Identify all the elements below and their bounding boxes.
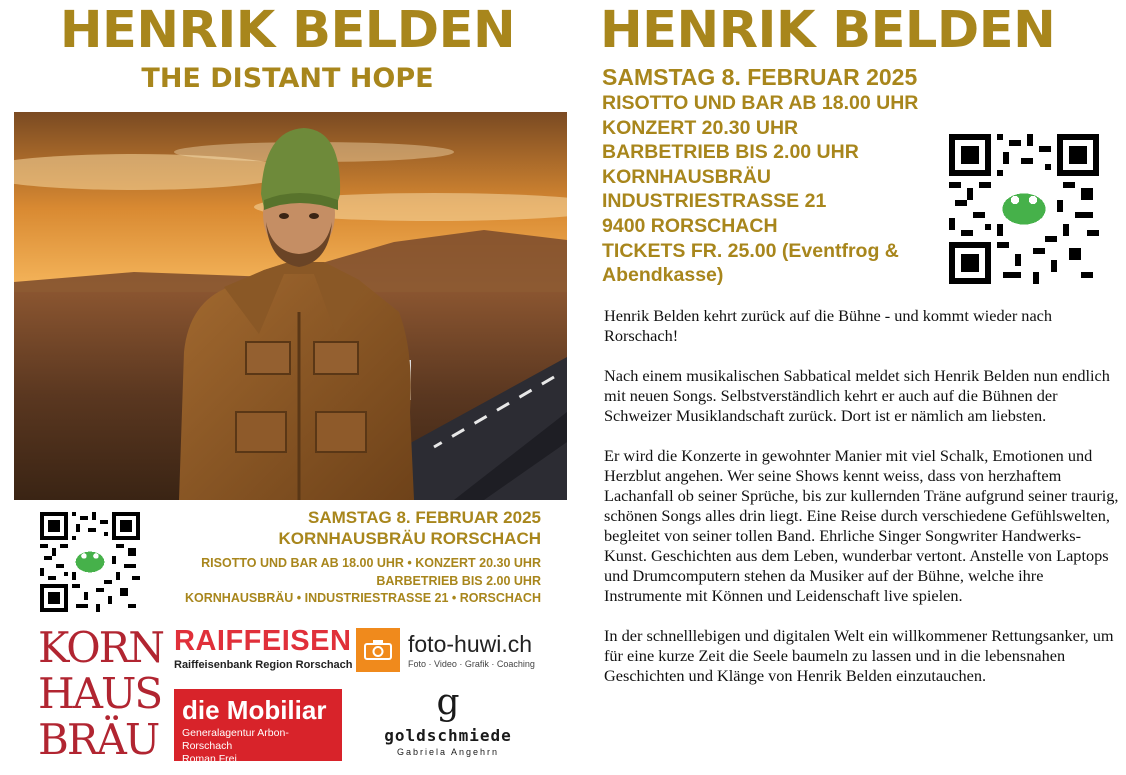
info-line: 9400 RORSCHACH <box>602 214 778 237</box>
event-details <box>185 507 541 608</box>
logo-text: RAIFFEISEN <box>174 625 352 657</box>
poster-subtitle: THE DISTANT HOPE <box>141 63 434 94</box>
info-panel <box>575 0 1126 775</box>
info-line: Abendkasse) <box>602 264 724 287</box>
logo-text: goldschmiede <box>384 726 512 745</box>
logo-text: HAUS <box>38 669 162 718</box>
poster-title: HENRIK BELDEN <box>59 1 516 60</box>
info-line: KORNHAUSBRÄU <box>602 165 771 188</box>
event-line: KORNHAUSBRÄU • INDUSTRIESTRASSE 21 • RORSCHACH <box>184 591 541 605</box>
logo-text: BRÄU <box>38 715 159 764</box>
qr-code-left[interactable] <box>40 512 140 616</box>
event-venue: KORNHAUSBRÄU RORSCHACH <box>278 529 541 548</box>
artist-photo <box>14 112 567 500</box>
logo-text: KORN <box>38 623 164 672</box>
mobiliar-logo <box>174 689 342 765</box>
article-paragraph: In der schnelllebigen und digitalen Welt ein willkommener Rettungsanker, um für eine kurze Zeit die Seele baumeln zu lassen und in die lebensnahen Geschichten und Klänge von Henrik Belden einzutauchen. <box>604 626 1114 685</box>
logo-subtext: Gabriela Angehrn <box>396 747 500 757</box>
logo-text: die Mobiliar <box>182 695 327 725</box>
info-line: KONZERT 20.30 UHR <box>602 116 799 139</box>
event-info-list <box>602 64 932 288</box>
logo-subtext: Roman Frei <box>182 753 237 765</box>
article-text <box>604 306 1119 706</box>
article-paragraph: Er wird die Konzerte in gewohnter Manier mit viel Schalk, Emotionen und Herzblut angehen. Wer seine Shows kennt weiss, dass von herzhaftem Lachanfall ob seiner Sprüche, bis zur kullernden Träne aufgrund seiner traurig, schönen Songs alles drin liegt. Eine Reise durch verschiedene Gefühlswelten, begleitet von seiner tollen Band. Ehrliche Singer Songwriter Handwerks-Kunst. Geschichten aus dem Leben, wunderbar vertont. Anstelle von Laptops und Drumcomputern stehen da Musiker auf der Bühne, welche ihre Instrumente mit Können und Leidenschaft live spielen. <box>604 446 1119 605</box>
article-paragraph: Nach einem musikalischen Sabbatical meldet sich Henrik Belden nun endlich mit neuen Songs. Selbstverständlich kehrt er auch auf die Bühnen der Schweizer Musiklandschaft zurück. Dort ist er nämlich am liebsten. <box>604 366 1110 425</box>
goldschmiede-logo <box>370 684 526 757</box>
kornhausbraeu-logo <box>38 625 168 763</box>
info-line: TICKETS FR. 25.00 (Eventfrog & <box>602 239 899 262</box>
info-date: SAMSTAG 8. FEBRUAR 2025 <box>602 64 918 90</box>
info-line: RISOTTO UND BAR AB 18.00 UHR <box>602 92 919 114</box>
info-line: INDUSTRIESTRASSE 21 <box>602 190 827 213</box>
logo-mark: g <box>436 682 460 723</box>
logo-subtext: Generalagentur Arbon-Rorschach <box>182 727 289 752</box>
event-line: BARBETRIEB BIS 2.00 UHR <box>376 573 541 588</box>
raiffeisen-logo <box>174 625 353 671</box>
event-date: SAMSTAG 8. FEBRUAR 2025 <box>307 508 541 527</box>
logo-subtext: Raiffeisenbank Region Rorschach <box>174 659 353 671</box>
camera-icon <box>356 628 400 672</box>
info-line: BARBETRIEB BIS 2.00 UHR <box>602 141 859 164</box>
logo-text: foto-huwi.ch <box>408 630 533 657</box>
foto-huwi-logo <box>356 628 535 672</box>
article-paragraph: Henrik Belden kehrt zurück auf die Bühne - und kommt wieder nach Rorschach! <box>604 306 1053 345</box>
qr-code-right[interactable] <box>949 134 1099 288</box>
info-title: HENRIK BELDEN <box>600 1 1056 60</box>
event-line: RISOTTO UND BAR AB 18.00 UHR • KONZERT 20.30 UHR <box>201 556 541 570</box>
logo-subtext: Foto · Video · Grafik · Coaching <box>408 658 535 669</box>
